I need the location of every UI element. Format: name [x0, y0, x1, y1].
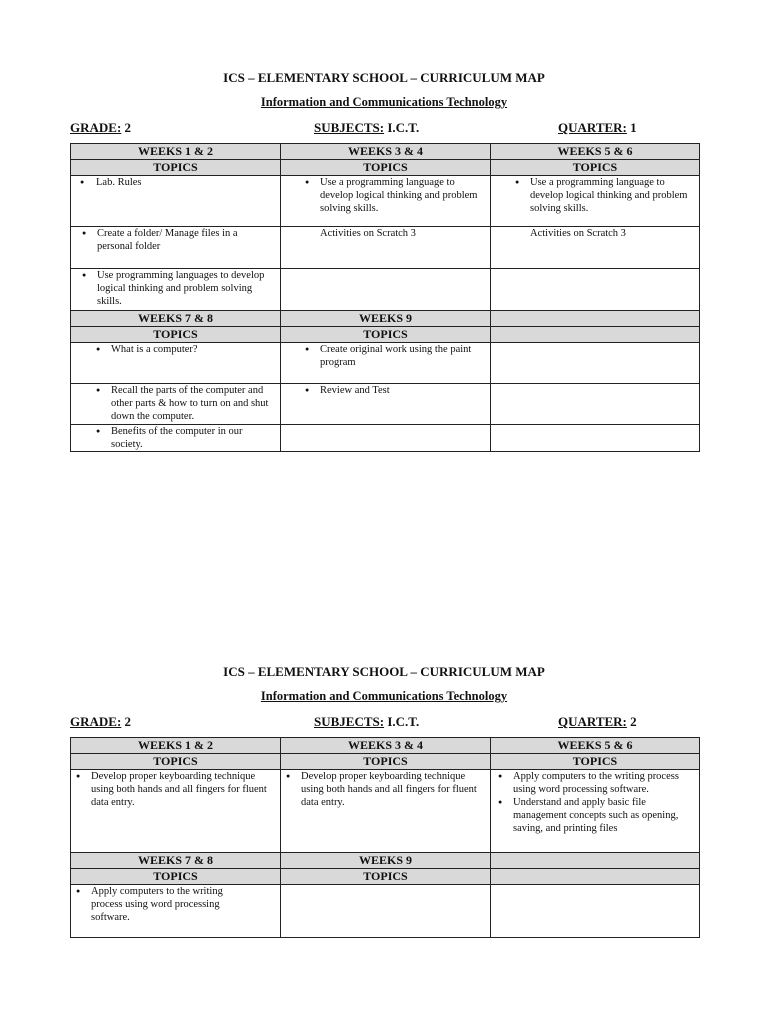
- table-cell: [281, 770, 491, 853]
- document-subtitle: Information and Communications Technology: [260, 95, 508, 109]
- quarter-field: QUARTER: 1: [558, 120, 637, 135]
- table-cell: [281, 343, 491, 384]
- list-item: ● Recall the parts of the computer and other parts & how to turn on and shut down the computer.: [111, 384, 272, 423]
- list-item: ● Use a programming language to develop logical thinking and problem solving skills.: [320, 176, 482, 215]
- week-header: [491, 311, 700, 327]
- list-item: ● Use a programming language to develop logical thinking and problem solving skills.: [530, 176, 693, 215]
- table-cell: [491, 343, 700, 384]
- table-cell: [71, 770, 281, 853]
- topics-header: TOPICS: [491, 754, 700, 770]
- list-item: ● Lab. Rules: [95, 176, 280, 189]
- topics-header: TOPICS: [281, 754, 491, 770]
- topics-header: TOPICS: [71, 754, 281, 770]
- table-cell: [491, 425, 700, 452]
- week-header: WEEKS 9: [281, 311, 491, 327]
- list-item: ● What is a computer?: [111, 343, 272, 356]
- list-item: ● Create original work using the paint program: [320, 343, 482, 369]
- week-header: WEEKS 3 & 4: [281, 738, 491, 754]
- table-cell: [491, 384, 700, 425]
- week-header: WEEKS 7 & 8: [71, 853, 281, 869]
- week-header: [491, 853, 700, 869]
- document-title: ICS – ELEMENTARY SCHOOL – CURRICULUM MAP: [223, 70, 545, 85]
- list-item: ● Develop proper keyboarding technique using both hands and all fingers for fluent data entry.: [301, 770, 486, 809]
- list-item: ● Benefits of the computer in our society.: [111, 425, 272, 451]
- topics-header: TOPICS: [71, 869, 281, 885]
- table-cell: [281, 176, 491, 227]
- week-header: WEEKS 1 & 2: [71, 144, 281, 160]
- list-item: ● Develop proper keyboarding technique using both hands and all fingers for fluent data entry.: [91, 770, 276, 809]
- topics-header: TOPICS: [71, 327, 281, 343]
- table-cell: Activities on Scratch 3: [491, 227, 700, 269]
- topics-empty: [491, 869, 700, 885]
- table-cell: [71, 343, 281, 384]
- subjects-field: SUBJECTS: I.C.T.: [314, 714, 420, 729]
- table-cell: Activities on Scratch 3: [281, 227, 491, 269]
- curriculum-table-q2: [70, 737, 700, 938]
- table-cell: [491, 770, 700, 853]
- quarter-field: QUARTER: 2: [558, 714, 637, 729]
- topics-header: TOPICS: [281, 160, 491, 176]
- table-cell: [281, 384, 491, 425]
- topics-header: TOPICS: [491, 160, 700, 176]
- topics-header: TOPICS: [71, 160, 281, 176]
- week-header: WEEKS 5 & 6: [491, 144, 700, 160]
- list-item: ● Apply computers to the writing process using word processing software.: [91, 885, 240, 924]
- list-item: ● Understand and apply basic file management concepts such as opening, saving, and printing files: [513, 796, 679, 835]
- table-cell: [491, 885, 700, 938]
- document-title: ICS – ELEMENTARY SCHOOL – CURRICULUM MAP: [223, 664, 545, 679]
- week-header: WEEKS 3 & 4: [281, 144, 491, 160]
- list-item: ● Review and Test: [320, 384, 482, 397]
- week-header: WEEKS 9: [281, 853, 491, 869]
- table-cell: [71, 384, 281, 425]
- table-cell: [281, 425, 491, 452]
- week-header: WEEKS 7 & 8: [71, 311, 281, 327]
- week-header: WEEKS 1 & 2: [71, 738, 281, 754]
- table-cell: [71, 176, 281, 227]
- document-subtitle: Information and Communications Technology: [260, 689, 508, 703]
- curriculum-table-q1: [70, 143, 700, 452]
- table-cell: [71, 425, 281, 452]
- topics-header: TOPICS: [281, 327, 491, 343]
- table-cell: [71, 885, 281, 938]
- list-item: ● Use programming languages to develop logical thinking and problem solving skills.: [97, 269, 274, 308]
- table-cell: [281, 269, 491, 311]
- week-header: WEEKS 5 & 6: [491, 738, 700, 754]
- table-cell: [71, 227, 281, 269]
- list-item: ● Apply computers to the writing process using word processing software.: [513, 770, 679, 796]
- table-cell: [491, 176, 700, 227]
- grade-field: GRADE: 2: [70, 120, 132, 135]
- subjects-field: SUBJECTS: I.C.T.: [314, 120, 420, 135]
- list-item: ● Create a folder/ Manage files in a personal folder: [97, 227, 270, 253]
- table-cell: [71, 269, 281, 311]
- grade-field: GRADE: 2: [70, 714, 132, 729]
- table-cell: [281, 885, 491, 938]
- topics-header: TOPICS: [281, 869, 491, 885]
- table-cell: [491, 269, 700, 311]
- topics-empty: [491, 327, 700, 343]
